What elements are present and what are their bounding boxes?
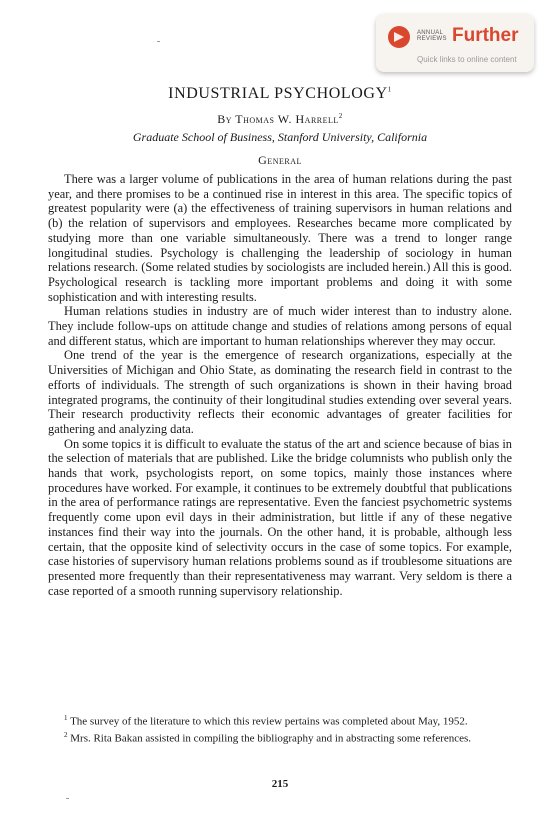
page-number: 215 [271, 778, 289, 790]
author-footnote-mark[interactable]: 2 [338, 112, 343, 120]
footnote: $^2$ Mrs. Rita Bakan assisted in compiling the bibliography and in abstracting some references. [64, 731, 472, 745]
reviews-label: REVIEWS [417, 36, 447, 42]
section-heading: General [258, 153, 302, 167]
footnote: $^1$ The survey of the literature to which this review pertains was completed about May, 1952. [64, 714, 468, 728]
annual-reviews-wordmark [417, 30, 447, 42]
scan-speck [157, 41, 160, 42]
further-label: Further [452, 25, 519, 46]
footnotes [48, 712, 512, 747]
article-author: By Thomas W. Harrell$^2$ [217, 112, 343, 126]
body-paragraph: Human relations studies in industry are of much wider interest than to industry alone. They include follow-ups on attitude change and studies of relations among persons of equal and different status, which are important to human relationships wherever they may occur. [48, 304, 512, 348]
annual-label: ANNUAL [417, 30, 444, 36]
body-paragraph: There was a larger volume of publications in the area of human relations during the past year, and there promises to be a continued rise in interest in this area. The specific topics of greatest popularity were (a) the effectiveness of training supervisors in human relations and (b) the relation of supervisors and employees. Researches became more complicated by studying more than one variable simultaneously. There was a trend to longer range longitudinal studies. Psychology is challenging the leadership of sociology in human relations research. (Some related studies by sociologists are included herein.) All this is good. Psychological research is tackling more important problems and doing it with some sophistication and with interesting results. [48, 172, 512, 304]
body-paragraph: One trend of the year is the emergence of research organizations, especially at the Universities of Michigan and Ohio State, as dominating the research field in contrast to the efforts of individuals. The strength of such organizations is shown in their having broad integrated programs, the continuity of their longitudinal studies extending over several years. Their research productivity reflects their economic advantages of greater facilities for gathering and analyzing data. [48, 348, 512, 436]
article-title: INDUSTRIAL PSYCHOLOGY$^1$ [168, 85, 392, 102]
body-paragraph: On some topics it is difficult to evaluate the status of the art and science because of bias in the selection of materials that are published. Like the bridge columnists who publish only the hands that work, psychologists report, on some topics, mainly those instances where procedures have worked. For example, it continues to be extremely doubtful that publications in the area of performance ratings are representative. Even the fanciest psychometric systems frequently come upon evil days in their administration, but little if any of these negative instances find their way into the journals. On the other hand, it is probable, although less certain, that the opposite kind of selectivity occurs in the case of some topics. For example, case histories of supervisory human relations problems sound as if troublesome situations are presented more frequently than their representativeness may warrant. Very seldom is there a case reported of a smooth running supervisory relationship. [48, 436, 512, 598]
quick-links-label: Quick links to online content [417, 55, 517, 64]
annual-reviews-further-badge[interactable] [376, 14, 534, 72]
scan-speck [66, 798, 69, 799]
footnote-mark: 1 [64, 714, 68, 722]
title-footnote-mark[interactable]: 1 [387, 85, 392, 94]
author-affiliation: Graduate School of Business, Stanford University, California [132, 130, 428, 144]
article-body [48, 172, 512, 598]
annual-reviews-logo-icon [388, 26, 410, 48]
footnote-mark: 2 [64, 731, 68, 740]
